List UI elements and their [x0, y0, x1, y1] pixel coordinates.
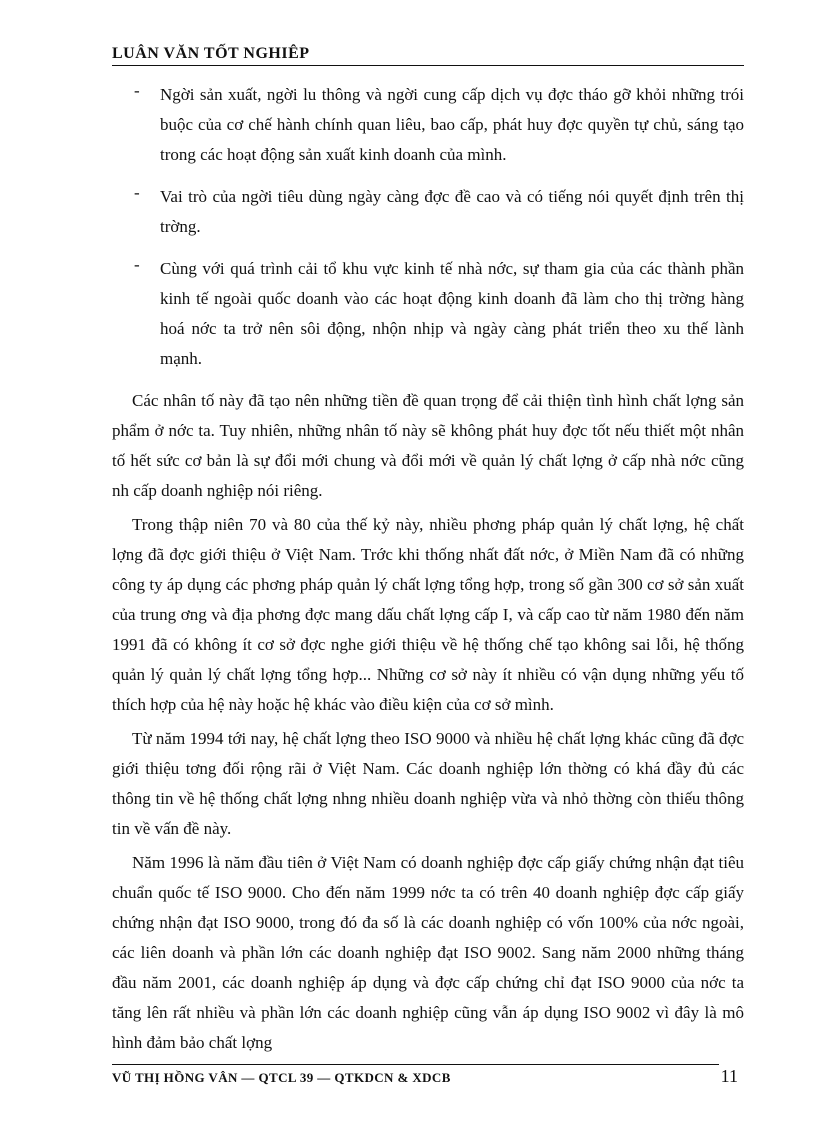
bullet-marker: -: [134, 183, 140, 202]
bullet-text: Cùng với quá trình cải tổ khu vực kinh tế nhà nớc, sự tham gia của các thành phần kinh tế ngoài quốc doanh vào các hoạt động kinh doanh đã làm cho thị trờng hàng hoá nớc ta trở nên sôi động, nhộn nhịp và ngày càng phát triển theo xu thế lành mạnh.: [160, 259, 744, 368]
body-paragraph: Từ năm 1994 tới nay, hệ chất lợng theo ISO 9000 và nhiều hệ chất lợng khác cũng đã đợc giới thiệu tơng đối rộng rãi ở Việt Nam. Các doanh nghiệp lớn thờng có khá đầy đủ các thông tin về hệ thống chất lợng nhng nhiều doanh nghiệp vừa và nhỏ thờng còn thiếu thông tin về vấn đề này.: [112, 729, 744, 838]
footer-rule: [112, 1064, 719, 1065]
body-paragraph: Năm 1996 là năm đầu tiên ở Việt Nam có doanh nghiệp đợc cấp giấy chứng nhận đạt tiêu chuẩn quốc tế ISO 9000. Cho đến năm 1999 nớc ta có trên 40 doanh nghiệp đợc cấp giấy chứng nhận đạt ISO 9000, trong đó đa số là các doanh nghiệp có vốn 100% của nớc ngoài, các liên doanh và phần lớn các doanh nghiệp đạt ISO 9002. Sang năm 2000 những tháng đầu năm 2001, các doanh nghiệp áp dụng và đợc cấp chứng chỉ đạt ISO 9000 của nớc ta tăng lên rất nhiều và phần lớn các doanh nghiệp cũng vẫn áp dụng ISO 9002 vì đây là mô hình đảm bảo chất lợng: [112, 853, 744, 1052]
bullet-item: [112, 80, 744, 170]
document-body: [112, 80, 744, 1062]
bullet-item: [112, 182, 744, 242]
page-footer: [112, 1068, 744, 1088]
page-header: [112, 44, 744, 66]
body-paragraph: Trong thập niên 70 và 80 của thế kỷ này, nhiều phơng pháp quản lý chất lợng, hệ chất lợng đã đợc giới thiệu ở Việt Nam. Trớc khi thống nhất đất nớc, ở Miền Nam đã có những công ty áp dụng các phơng pháp quản lý chất lợng tổng hợp, trong số gần 300 cơ sở sản xuất của trung ơng và địa phơng đợc mang dấu chất lợng cấp I, và cấp cao từ năm 1980 đến năm 1991 đã có không ít cơ sở đợc nghe giới thiệu về hệ thống chế tạo không sai lỗi, hệ thống quản lý quản lý chất lợng tổng hợp... Những cơ sở này ít nhiều có vận dụng những yếu tố thích hợp của hệ này hoặc hệ khác vào điều kiện của cơ sở mình.: [112, 515, 744, 714]
bullet-text: Vai trò của ngời tiêu dùng ngày càng đợc đề cao và có tiếng nói quyết định trên thị trờng.: [160, 187, 744, 236]
bullet-text: Ngời sản xuất, ngời lu thông và ngời cung cấp dịch vụ đợc tháo gỡ khỏi những trói buộc của cơ chế hành chính quan liêu, bao cấp, phát huy đợc quyền tự chủ, sáng tạo trong các hoạt động sản xuất kinh doanh của mình.: [160, 85, 744, 164]
bullet-marker: -: [134, 81, 140, 100]
bullet-marker: -: [134, 255, 140, 274]
header-rule: [112, 65, 744, 66]
page-number: 11: [720, 1066, 738, 1086]
footer-author: VŨ THỊ HỒNG VÂN — QTCL 39 — QTKDCN & XDCB: [112, 1070, 451, 1085]
body-paragraph: Các nhân tố này đã tạo nên những tiền đề quan trọng để cải thiện tình hình chất lợng sản phẩm ở nớc ta. Tuy nhiên, những nhân tố này sẽ không phát huy đợc tốt nếu thiết một nhân tố hết sức cơ bản là sự đổi mới chung và đổi mới về quản lý chất lợng ở cấp nhà nớc cũng nh cấp doanh nghiệp nói riêng.: [112, 391, 744, 500]
header-title: LUÂN VĂN TỐT NGHIÊP: [112, 45, 310, 62]
bullet-item: [112, 254, 744, 374]
